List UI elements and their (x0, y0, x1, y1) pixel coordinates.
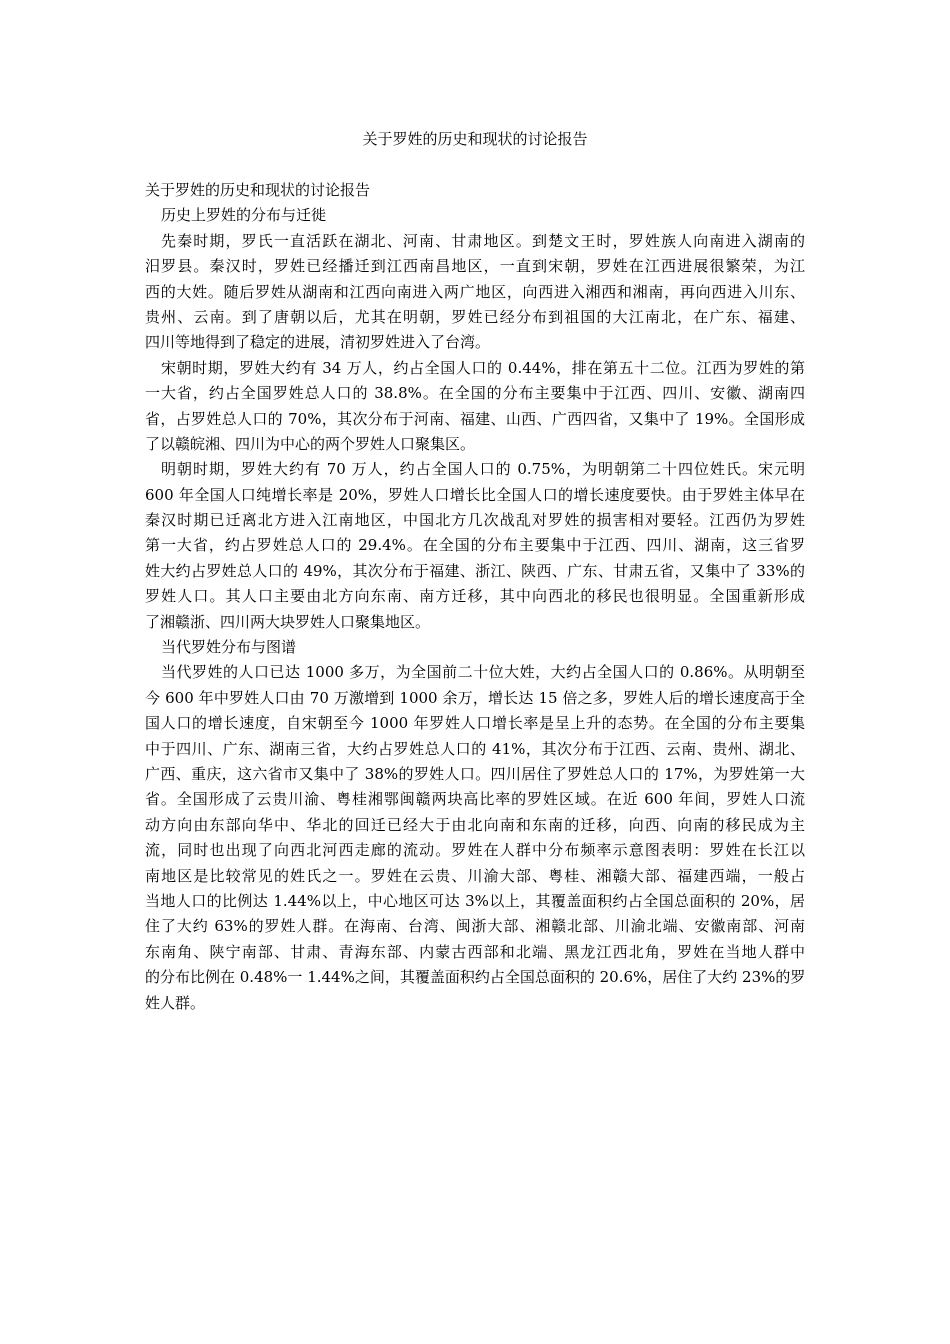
paragraph-line: 秦汉时期已迁离北方进入江南地区，中国北方几次战乱对罗姓的损害相对要轻。江西仍为罗姓 (145, 511, 805, 530)
paragraph-line: 的分布比例在 0.48%一 1.44%之间，其覆盖面积约占全国总面积的 20.6%，居住了大约 23%的罗 (145, 968, 805, 987)
paragraph-line: 明朝时期，罗姓大约有 70 万人，约占全国人口的 0.75%，为明朝第二十四位姓氏。宋元明 (161, 460, 805, 479)
paragraph-line: 600 年全国人口纯增长率是 20%，罗姓人口增长比全国人口的增长速度要快。由于罗姓主体早在 (145, 485, 805, 504)
paragraph-line: 当地人口的比例达 1.44%以上，中心地区可达 3%以上，其覆盖面积约占全国总面积的 20%，居 (145, 891, 805, 910)
paragraph-line: 姓人群。 (145, 993, 206, 1012)
heading-text: 历史上罗姓的分布与迁徙 (161, 206, 327, 225)
paragraph-line: 宋朝时期，罗姓大约有 34 万人，约占全国人口的 0.44%，排在第五十二位。江西为罗姓的第 (161, 358, 805, 377)
paragraph-line: 省，占罗姓总人口的 70%，其次分布于河南、福建、山西、广西四省，又集中了 19%。全国形成 (145, 409, 805, 428)
paragraph-line: 第一大省，约占罗姓总人口的 29.4%。在全国的分布主要集中于江西、四川、湖南，这三省罗 (145, 536, 805, 555)
paragraph-line: 住了大约 63%的罗姓人群。在海南、台湾、闽浙大部、湘赣北部、川渝北端、安徽南部、河南 (145, 917, 805, 936)
paragraph-line: 先秦时期，罗氏一直活跃在湖北、河南、甘肃地区。到楚文王时，罗姓族人向南进入湖南的 (161, 231, 805, 250)
paragraph-line: 国人口的增长速度，自宋朝至今 1000 年罗姓人口增长率是呈上升的态势。在全国的分布主要集 (145, 714, 805, 733)
paragraph-line: 一大省，约占全国罗姓总人口的 38.8%。在全国的分布主要集中于江西、四川、安徽、湖南四 (145, 384, 805, 403)
section-heading-history (145, 203, 805, 228)
document-title: 关于罗姓的历史和现状的讨论报告 (362, 130, 588, 148)
paragraph-line: 贵州、云南。到了唐朝以后，尤其在明朝，罗姓已经分布到祖国的大江南北，在广东、福建、 (145, 307, 805, 326)
paragraph-line: 今 600 年中罗姓人口由 70 万激增到 1000 余万，增长达 15 倍之多，罗姓人后的增长速度高于全 (145, 688, 805, 707)
paragraph-line: 当代罗姓的人口已达 1000 多万，为全国前二十位大姓，大约占全国人口的 0.86%。从明朝至 (161, 663, 805, 682)
paragraph-song (145, 356, 805, 458)
heading-text: 当代罗姓分布与图谱 (161, 638, 297, 657)
paragraph-line: 东南角、陕宁南部、甘肃、青海东部、内蒙古西部和北端、黑龙江西北角，罗姓在当地人群中 (145, 942, 805, 961)
heading-text: 关于罗姓的历史和现状的讨论报告 (145, 181, 371, 199)
paragraph-line: 省。全国形成了云贵川渝、粤桂湘鄂闽赣两块高比率的罗姓区域。在近 600 年间，罗姓人口流 (145, 790, 805, 809)
paragraph-line: 了湘赣浙、四川两大块罗姓人口聚集地区。 (145, 612, 431, 631)
paragraph-ming (145, 457, 805, 635)
paragraph-line: 西的大姓。随后罗姓从湖南和江西向南进入两广地区，向西进入湘西和湘南，再向西进入川东、 (145, 282, 805, 301)
paragraph-line: 了以赣皖湘、四川为中心的两个罗姓人口聚集区。 (145, 434, 476, 453)
paragraph-line: 姓大约占罗姓总人口的 49%，其次分布于福建、浙江、陕西、广东、甘肃五省，又集中了 33%的 (145, 561, 805, 580)
paragraph-line: 罗姓人口。其人口主要由北方向东南、南方迁移，其中向西北的移民也很明显。全国重新形成 (145, 587, 805, 606)
paragraph-modern (145, 660, 805, 1015)
paragraph-line: 中于四川、广东、湖南三省，大约占罗姓总人口的 41%，其次分布于江西、云南、贵州、湖北、 (145, 739, 805, 758)
report-heading (145, 178, 805, 203)
paragraph-line: 南地区是比较常见的姓氏之一。罗姓在云贵、川渝大部、粤桂、湘赣大部、福建西端，一般占 (145, 866, 805, 885)
document-body (145, 178, 805, 1016)
section-heading-modern (145, 635, 805, 660)
paragraph-line: 汨罗县。秦汉时，罗姓已经播迁到江西南昌地区，一直到宋朝，罗姓在江西进展很繁荣，为江 (145, 257, 805, 276)
paragraph-line: 广西、重庆，这六省市又集中了 38%的罗姓人口。四川居住了罗姓总人口的 17%，为罗姓第一大 (145, 764, 805, 783)
paragraph-line: 四川等地得到了稳定的进展，清初罗姓进入了台湾。 (145, 333, 491, 352)
paragraph-line: 流，同时也出现了向西北河西走廊的流动。罗姓在人群中分布频率示意图表明：罗姓在长江以 (145, 841, 805, 860)
paragraph-pre-qin (145, 229, 805, 356)
paragraph-line: 动方向由东部向华中、华北的回迁已经大于由北向南和东南的迁移，向西、向南的移民成为主 (145, 815, 805, 834)
